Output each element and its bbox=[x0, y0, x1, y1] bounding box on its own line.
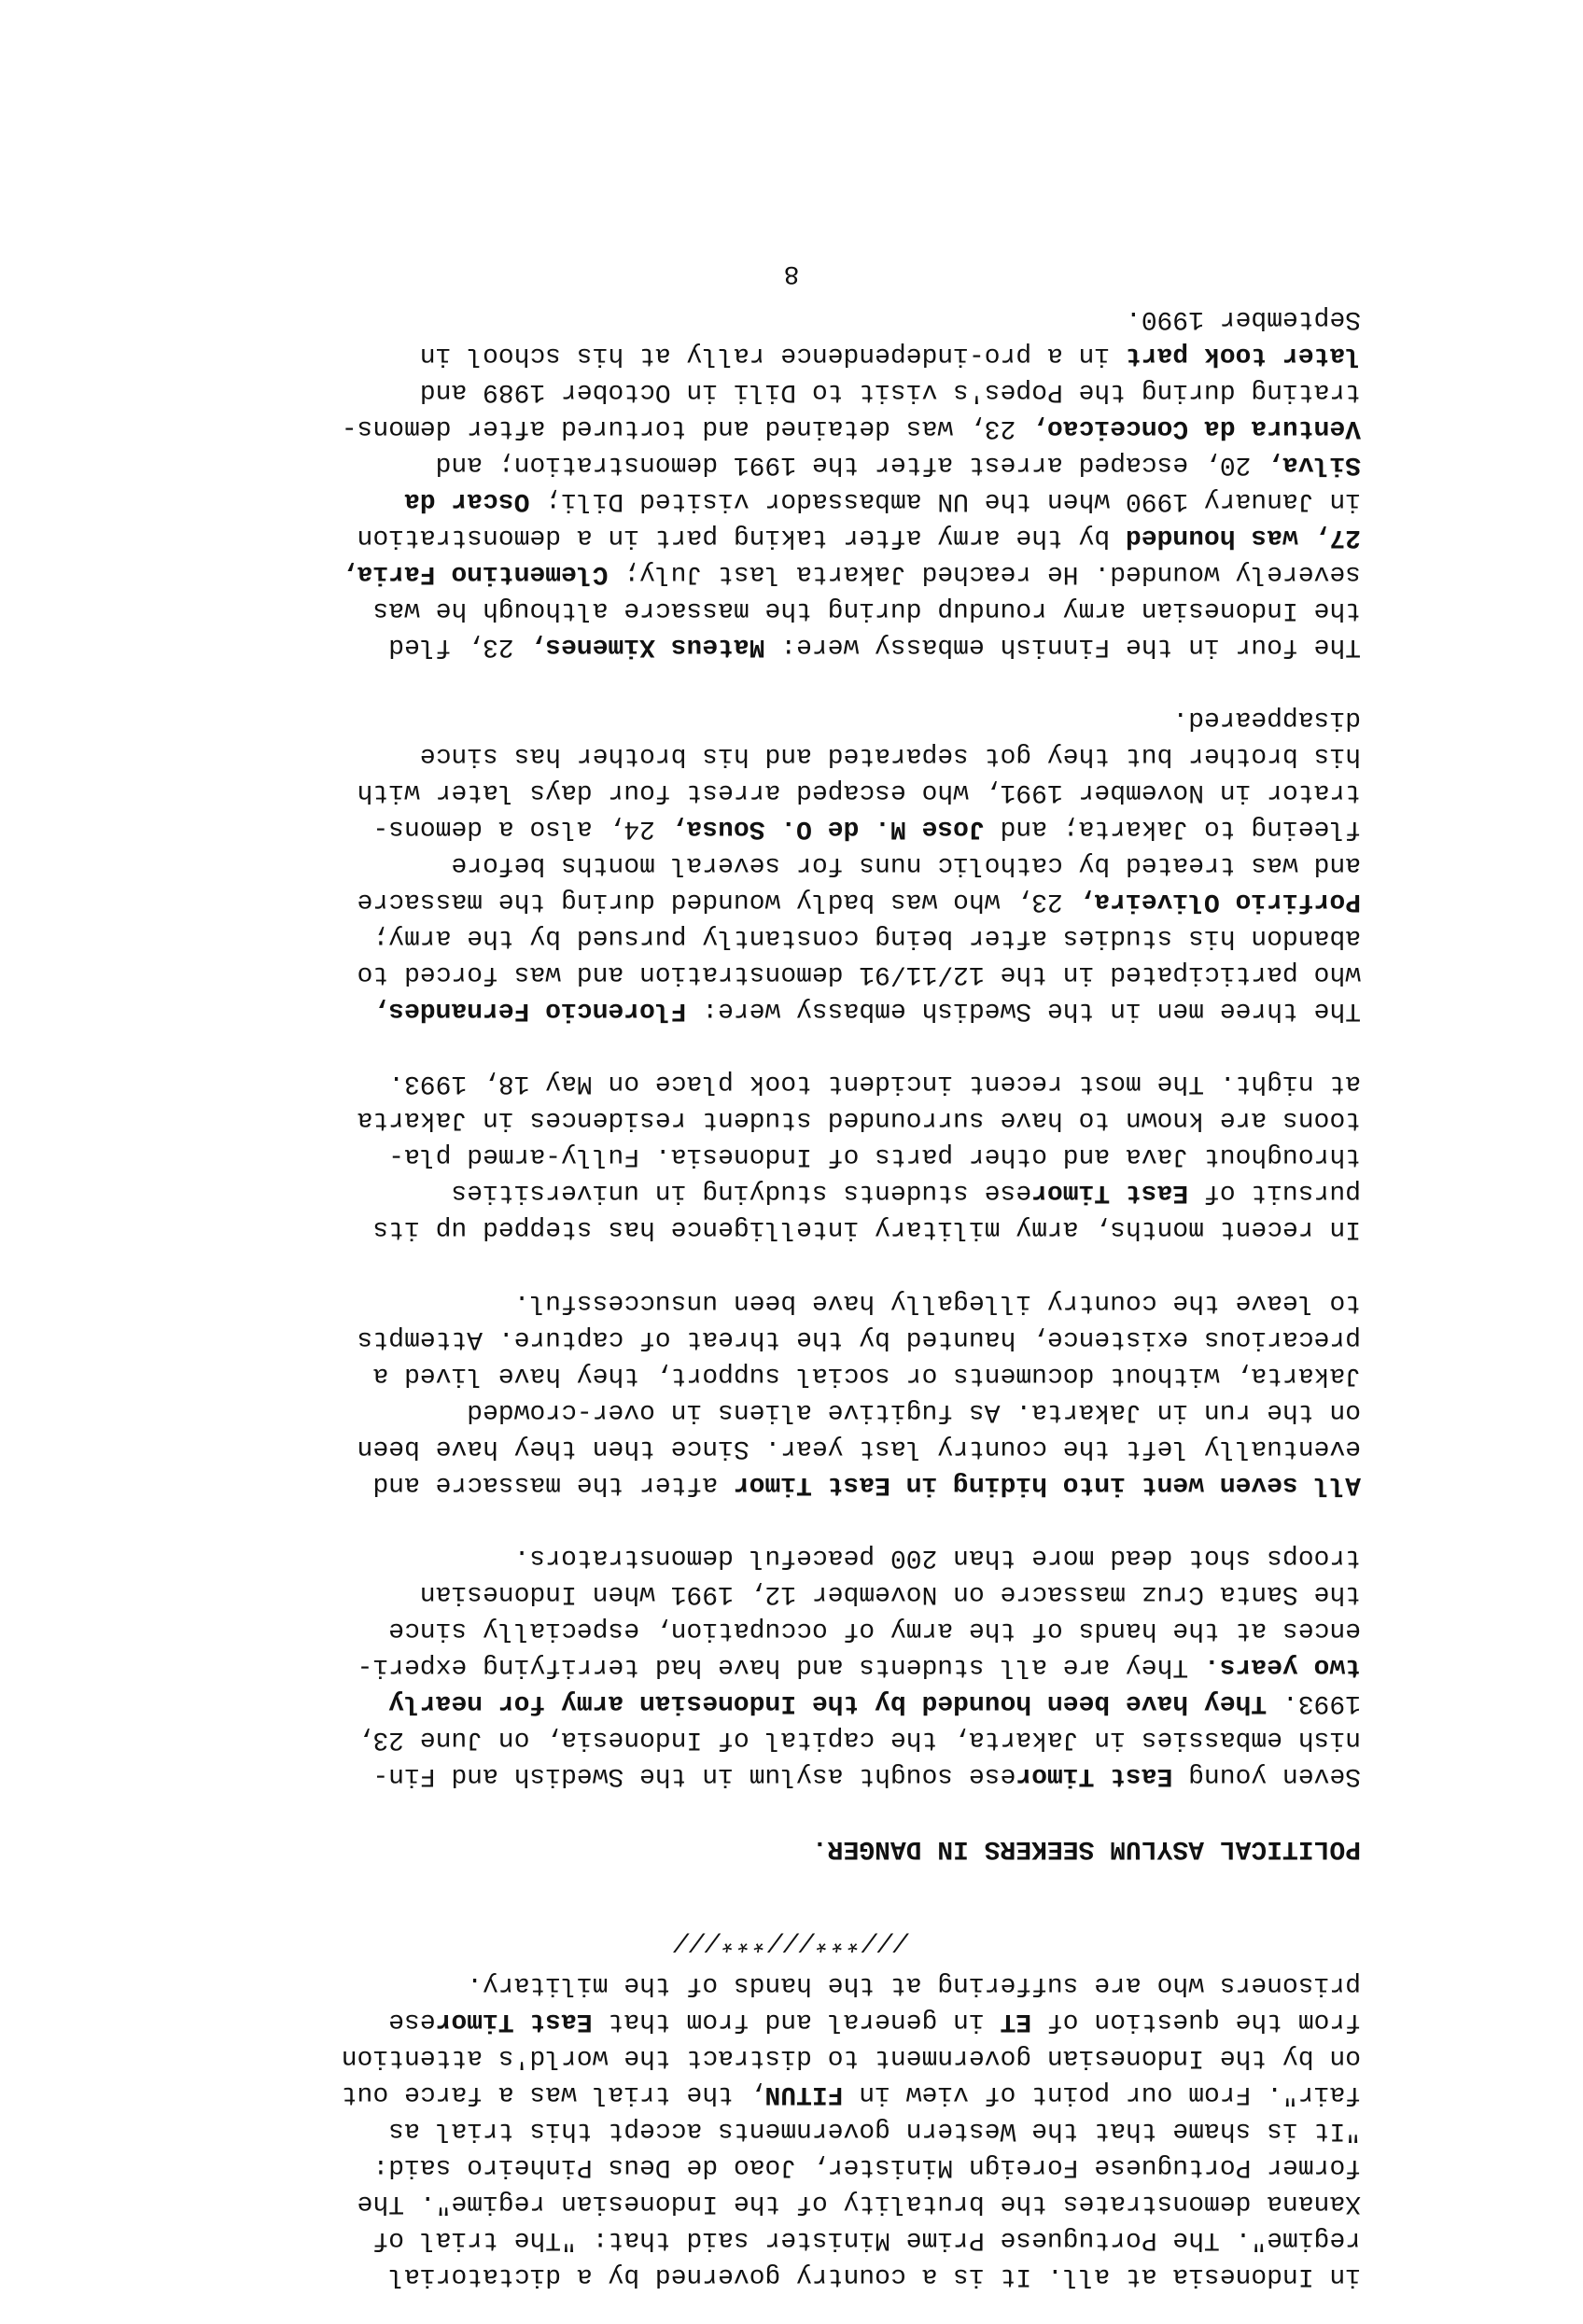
intro-paragraph bbox=[203, 1967, 1361, 2294]
text-line: 27, was hounded by the army after taking part in a demonstration bbox=[357, 523, 1361, 552]
bold-phrase: East Timor bbox=[435, 2007, 593, 2036]
bold-phrase: East Timor bbox=[1016, 1761, 1173, 1790]
bold-phrase: Oscar da bbox=[404, 486, 530, 515]
paragraph-4 bbox=[203, 701, 1361, 1029]
bold-phrase: Silva, bbox=[1267, 450, 1361, 479]
text-line: fleeing to Jakarta; and Jose M. de O. Sousa, 24, also a demons- bbox=[372, 814, 1361, 843]
text-line: his brother but they got separated and his brother has since bbox=[419, 741, 1361, 770]
bold-phrase: East Timor bbox=[1031, 1178, 1189, 1207]
text-line: disappeared. bbox=[1172, 705, 1361, 734]
text-line: trator in November 1991, who escaped arrest four days later with bbox=[357, 777, 1361, 806]
heading-text: POLITICAL ASYLUM SEEKERS IN DANGER. bbox=[811, 1834, 1361, 1863]
bold-phrase: Florencio Fernandes, bbox=[372, 996, 687, 1025]
paragraph-1 bbox=[203, 1539, 1361, 1794]
text-line: throughout Java and other parts of Indonesia. Fully-armed pla- bbox=[388, 1141, 1361, 1170]
text-line: precarious existence, haunted by the threat of capture. Attempts bbox=[357, 1324, 1361, 1353]
bold-phrase: Ventura da Conceicao, bbox=[1031, 413, 1361, 442]
text-line: from the question of ET in general and from that East Timorese bbox=[388, 2007, 1361, 2036]
bold-phrase: Jose M. de O. Sousa, bbox=[670, 814, 985, 843]
bold-phrase: They have been hounded by the Indonesian army for nearly bbox=[388, 1688, 1268, 1717]
text-line: to leave the country illegally have been unsuccessful. bbox=[513, 1288, 1361, 1317]
text-line: the Santa Cruz massacre on November 12, 1991 when Indonesian bbox=[419, 1579, 1361, 1608]
bold-phrase: ET bbox=[1000, 2007, 1032, 2036]
text-line: In recent months, army military intelligence has stepped up its bbox=[372, 1214, 1361, 1243]
text-line: nish embassies in Jakarta, the capital of Indonesia, on June 23, bbox=[357, 1725, 1361, 1754]
paragraph-2 bbox=[203, 1284, 1361, 1503]
text-line: Ventura da Conceicao, 23, was detained and tortured after demons- bbox=[341, 413, 1361, 442]
text-line: on by the Indonesian government to distract the world's attention bbox=[341, 2043, 1361, 2072]
text-line: later took part in a pro-independence rally at his school in bbox=[419, 341, 1361, 370]
text-line: Seven young East Timorese sought asylum in the Swedish and Fin- bbox=[372, 1761, 1361, 1790]
paragraph-5 bbox=[203, 301, 1361, 665]
text-line: All seven went into hiding in East Timor after the massacre and bbox=[372, 1470, 1361, 1499]
text-line: the Indonesian army roundup during the massacre although he was bbox=[372, 595, 1361, 624]
text-line: former Portuguese Foreign Minister, Joao de Deus Pinheiro said: bbox=[372, 2152, 1361, 2181]
text-line: trating during the Popes's visit to Dili in October 1989 and bbox=[419, 377, 1361, 406]
text-line: toons are known to have surrounded student residences in Jakarta bbox=[357, 1105, 1361, 1134]
text-line: Silva, 20, escaped arrest after the 1991 demonstration; and bbox=[435, 450, 1361, 479]
text-line: fair". From our point of view in FITUN, the trial was a farce out bbox=[341, 2079, 1361, 2108]
text-line: at night. The most recent incident took place on May 18, 1993. bbox=[388, 1069, 1361, 1098]
text-line: in Indonesia at all. It is a country governed by a dictatorial bbox=[388, 2261, 1361, 2290]
text-line: and was treated by catholic nuns for several months before bbox=[451, 850, 1361, 879]
text-line: pursuit of East Timorese students studying in universities bbox=[451, 1178, 1361, 1207]
text-line: "It is shame that the Western governments accept this trial as bbox=[388, 2116, 1361, 2145]
text-line: September 1990. bbox=[1125, 304, 1361, 333]
text-line: two years. They are all students and have had terrifying experi- bbox=[357, 1652, 1361, 1681]
text-line: troops shot dead more than 200 peaceful demonstrators. bbox=[513, 1543, 1361, 1572]
bold-phrase: East Timor bbox=[733, 1470, 890, 1499]
text-line: who participated in the 12/11/91 demonstration and was forced to bbox=[357, 959, 1361, 988]
text-line: The three men in the Swedish embassy were: Florencio Fernandes, bbox=[372, 996, 1361, 1025]
section-separator: ///***///***/// bbox=[673, 1925, 910, 1954]
bold-phrase: Mateus Ximenes, bbox=[529, 632, 765, 661]
text-line: prisoners who are suffering at the hands of the military. bbox=[467, 1970, 1361, 1999]
section-heading bbox=[203, 1830, 1361, 1867]
text-line: in January 1990 when the UN ambassador visited Dili; Oscar da bbox=[404, 486, 1361, 515]
paragraph-3 bbox=[203, 1065, 1361, 1247]
text-line: on the run in Jakarta. As fugitive aliens in over-crowded bbox=[467, 1397, 1361, 1426]
bold-phrase: Porfirio Oliveira, bbox=[1078, 887, 1361, 916]
text-line: Xanana demonstrates the brutality of the Indonesian regime". The bbox=[357, 2189, 1361, 2218]
text-line: eventually left the country last year. Since then they have been bbox=[357, 1434, 1361, 1463]
text-line: regime". The Portuguese Prime Minister said that: "The trial of bbox=[372, 2225, 1361, 2254]
text-line: Jakarta, without documents or social support, they have lived a bbox=[372, 1361, 1361, 1390]
text-line: severely wounded. He reached Jakarta last July; Clementino Faria, bbox=[341, 559, 1361, 588]
page-number: 8 bbox=[783, 259, 800, 287]
text-line: 1993. They have been hounded by the Indonesian army for nearly bbox=[388, 1688, 1361, 1717]
bold-phrase: FITUN bbox=[764, 2079, 844, 2108]
bold-phrase: later took part bbox=[1125, 341, 1361, 370]
bold-phrase: All seven went into hiding in bbox=[905, 1470, 1361, 1499]
bold-phrase: 27, was hounded bbox=[1125, 523, 1361, 552]
text-line: ences at the hands of the army of occupation, especially since bbox=[388, 1616, 1361, 1645]
text-line: abandon his studies after being constantly pursued by the army; bbox=[372, 923, 1361, 952]
text-line: Porfirio Oliveira, 23, who was badly wounded during the massacre bbox=[357, 887, 1361, 916]
bold-phrase: two years. bbox=[1203, 1652, 1361, 1681]
bold-phrase: Clementino Faria, bbox=[341, 559, 609, 588]
text-line: The four in the Finnish embassy were: Mateus Ximenes, 23, fled bbox=[388, 632, 1361, 661]
